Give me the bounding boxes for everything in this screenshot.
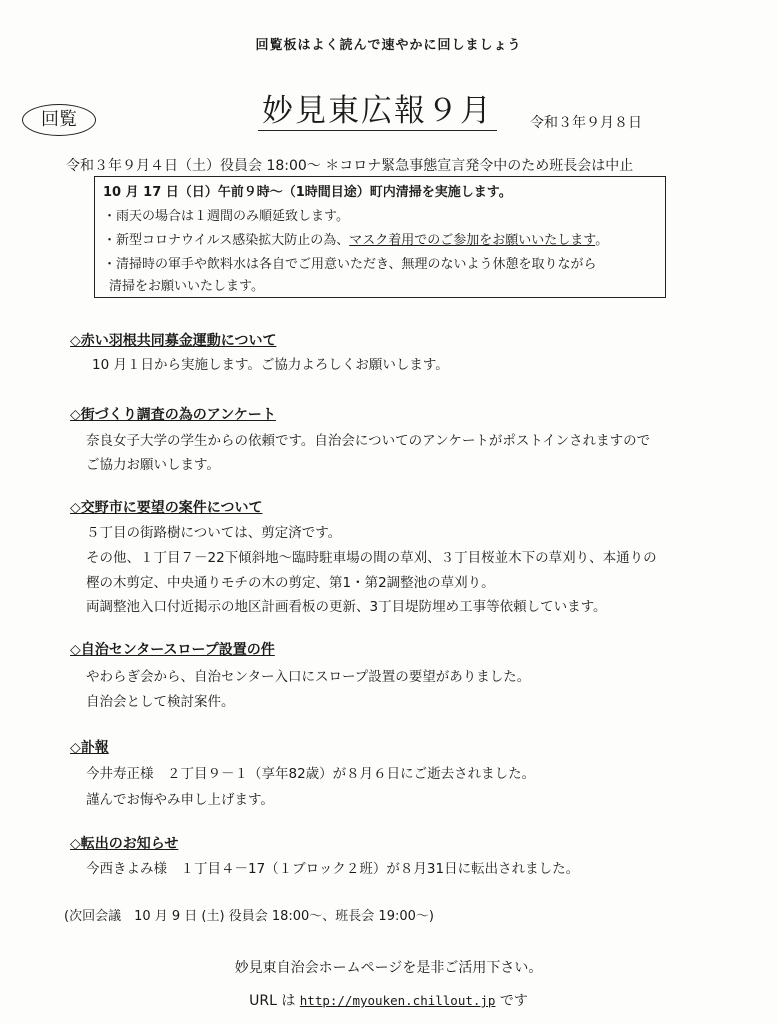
circulation-badge: 回覧 [22,104,96,136]
section-text: やわらぎ会から、自治センター入口にスロープ設置の要望がありました。 [86,669,531,685]
url-prefix: URL は [249,993,296,1009]
url-suffix: です [499,993,528,1009]
next-meeting: (次回会議 10 月 9 日 (土) 役員会 18:00～、班長会 19:00～) [64,909,434,924]
section-text: 奈良女子大学の学生からの依頼です。自治会についてのアンケートがポストインされますので [86,433,651,449]
section-text: その他、１丁目７－22下傾斜地～臨時駐車場の間の草刈、３丁目桜並木下の草刈り、本通りの [86,550,657,566]
section-heading-red-feather: ◇赤い羽根共同募金運動について [70,333,277,349]
section-text: 樫の木剪定、中央通りモチの木の剪定、第1・第2調整池の草刈り。 [86,575,495,591]
cleanup-rain-note: ・雨天の場合は１週間のみ順延致します。 [103,209,349,224]
cleanup-notice-box [94,176,666,298]
section-heading-city-requests: ◇交野市に要望の案件について [70,500,263,516]
section-text: 謹んでお悔やみ申し上げます。 [86,792,274,808]
section-heading-survey: ◇街づくり調査の為のアンケート [70,407,276,423]
section-text: 今井寿正様 ２丁目９－１（享年82歳）が８月６日にご逝去されました。 [86,766,536,782]
section-text: 10 月１日から実施します。ご協力よろしくお願いします。 [92,357,449,373]
section-heading-obituary: ◇訃報 [70,740,109,756]
section-text: 今西きよみ様 １丁目４－17（１ブロック２班）が８月31日に転出されました。 [86,861,580,877]
cleanup-headline: 10 月 17 日（日）午前９時～（1時間目途）町内清掃を実施します。 [103,185,512,200]
homepage-note: 妙見東自治会ホームページを是非ご活用下さい。 [234,960,543,976]
issue-date: 令和３年９月８日 [530,115,642,131]
url-line [0,990,777,1010]
circulation-note: 回覧板はよく読んで速やかに回しましょう [255,38,522,53]
section-text: ５丁目の街路樹については、剪定済です。 [86,525,342,541]
section-heading-moving-out: ◇転出のお知らせ [70,836,179,852]
homepage-link[interactable]: http://myouken.chillout.jp [299,993,496,1008]
cleanup-supplies-note: ・清掃時の軍手や飲料水は各自でご用意いただき、無理のないよう休憩を取りながら [103,257,597,272]
section-text: 自治会として検討案件。 [86,694,235,710]
meeting-notice: 令和３年９月４日（土）役員会 18:00～ ＊コロナ緊急事態宣言発令中のため班長会は中止 [66,158,634,174]
cleanup-mask-note: ・新型コロナウイルス感染拡大防止の為、マスク着用でのご参加をお願いいたします。 [103,233,609,248]
section-heading-slope: ◇自治センタースロープ設置の件 [70,642,275,658]
cleanup-closing: 清掃をお願いいたします。 [109,279,264,294]
page-title: 妙見東広報９月 [258,92,497,131]
section-text: 両調整池入口付近掲示の地区計画看板の更新、3丁目堤防埋め工事等依頼しています。 [86,599,607,615]
section-text: ご協力お願いします。 [86,457,220,473]
mask-request: マスク着用でのご参加をお願いいたします [349,233,596,248]
